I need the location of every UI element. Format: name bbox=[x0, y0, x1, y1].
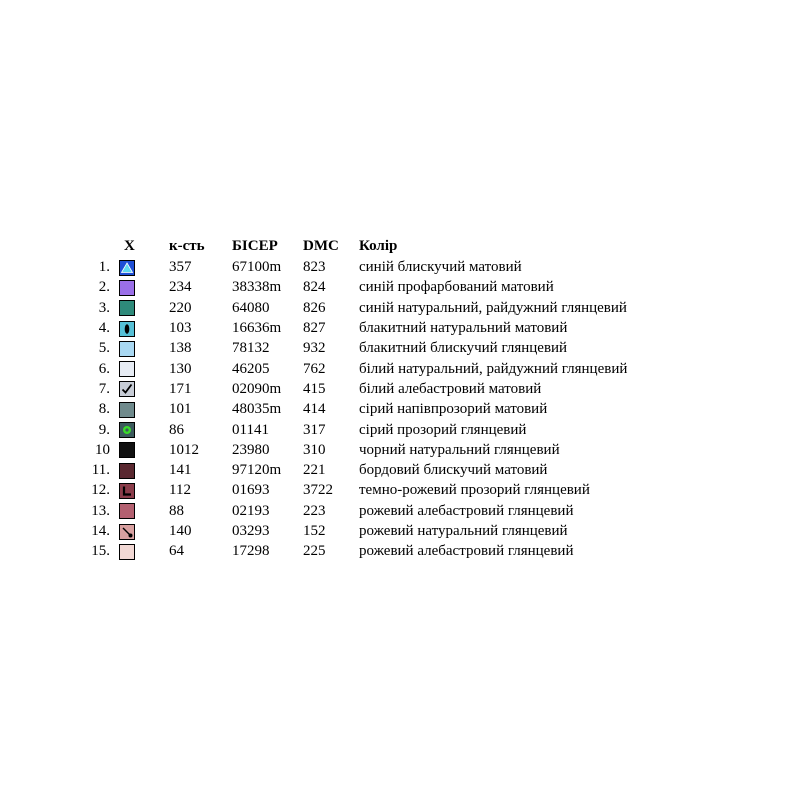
row-symbol bbox=[122, 318, 169, 338]
header-count: к-сть bbox=[169, 238, 205, 254]
row-count: 64 bbox=[169, 543, 184, 560]
triangle-up-icon bbox=[120, 261, 134, 275]
row-count: 103 bbox=[169, 320, 192, 337]
row-color-name: рожевий натуральний глянцевий bbox=[359, 523, 568, 539]
row-count: 88 bbox=[169, 502, 184, 519]
row-number: 4. bbox=[98, 320, 110, 337]
row-dmc-code: 225 bbox=[303, 543, 326, 560]
row-number: 13. bbox=[91, 502, 110, 519]
row-bead-code: 03293 bbox=[232, 523, 270, 539]
row-symbol bbox=[122, 257, 169, 277]
row-dmc-code: 824 bbox=[303, 279, 326, 296]
color-swatch bbox=[119, 321, 135, 337]
row-color-name: рожевий алебастровий глянцевий bbox=[359, 502, 574, 519]
row-dmc-code: 310 bbox=[303, 441, 326, 458]
row-color-name: бордовий блискучий матовий bbox=[359, 462, 548, 479]
row-bead-code: 97120m bbox=[232, 462, 282, 479]
row-dmc-code: 317 bbox=[303, 421, 326, 438]
bead-color-legend bbox=[80, 235, 719, 561]
row-symbol bbox=[122, 501, 169, 521]
table-row bbox=[80, 541, 719, 561]
header-symbol: X bbox=[124, 238, 135, 254]
table-row bbox=[80, 379, 719, 399]
pin-icon bbox=[120, 525, 134, 539]
color-swatch bbox=[119, 260, 135, 276]
row-bead-code: 48035m bbox=[232, 401, 282, 418]
header-dmc: DMC bbox=[303, 238, 339, 254]
color-swatch bbox=[119, 422, 135, 438]
row-color-name: чорний натуральний глянцевий bbox=[359, 441, 560, 458]
color-swatch bbox=[119, 524, 135, 540]
header-bead: БІСЕР bbox=[232, 238, 278, 254]
row-color-name: сірий напівпрозорий матовий bbox=[359, 401, 548, 418]
table-row bbox=[80, 338, 719, 358]
row-dmc-code: 414 bbox=[303, 401, 326, 418]
ring-icon bbox=[120, 423, 134, 437]
row-symbol bbox=[122, 277, 169, 297]
row-dmc-code: 827 bbox=[303, 320, 326, 337]
row-count: 140 bbox=[169, 523, 192, 539]
table-row bbox=[80, 419, 719, 439]
row-dmc-code: 762 bbox=[303, 360, 326, 377]
row-number: 1. bbox=[98, 259, 110, 276]
color-swatch bbox=[119, 463, 135, 479]
table-row bbox=[80, 521, 719, 541]
table-row bbox=[80, 480, 719, 500]
table-row bbox=[80, 277, 719, 297]
header-color-name: Колір bbox=[359, 238, 398, 254]
table-row bbox=[80, 460, 719, 480]
row-bead-code: 38338m bbox=[232, 279, 282, 296]
row-symbol bbox=[122, 358, 169, 378]
row-symbol bbox=[122, 338, 169, 358]
row-color-name: блакитний блискучий глянцевий bbox=[359, 340, 568, 357]
row-number: 10 bbox=[95, 441, 110, 458]
row-color-name: синій блискучий матовий bbox=[359, 259, 522, 276]
row-bead-code: 78132 bbox=[232, 340, 270, 357]
color-swatch bbox=[119, 442, 135, 458]
row-count: 357 bbox=[169, 259, 192, 276]
color-swatch bbox=[119, 402, 135, 418]
row-count: 1012 bbox=[169, 441, 199, 458]
row-count: 171 bbox=[169, 380, 192, 397]
row-number: 11. bbox=[91, 462, 110, 479]
checkmark-icon bbox=[120, 382, 134, 396]
row-number: 3. bbox=[98, 299, 110, 316]
row-dmc-code: 932 bbox=[303, 340, 326, 357]
row-count: 220 bbox=[169, 299, 192, 316]
row-dmc-code: 152 bbox=[303, 523, 326, 539]
row-bead-code: 17298 bbox=[232, 543, 270, 560]
row-color-name: білий алебастровий матовий bbox=[359, 380, 542, 397]
row-symbol bbox=[122, 480, 169, 500]
row-color-name: сірий прозорий глянцевий bbox=[359, 421, 527, 438]
color-swatch bbox=[119, 503, 135, 519]
row-count: 234 bbox=[169, 279, 192, 296]
row-count: 101 bbox=[169, 401, 192, 418]
row-dmc-code: 3722 bbox=[303, 482, 333, 499]
color-swatch bbox=[119, 361, 135, 377]
row-color-name: блакитний натуральний матовий bbox=[359, 320, 568, 337]
row-number: 5. bbox=[98, 340, 110, 357]
row-number: 8. bbox=[98, 401, 110, 418]
row-color-name: синій профарбований матовий bbox=[359, 279, 554, 296]
row-dmc-code: 223 bbox=[303, 502, 326, 519]
row-color-name: білий натуральний, райдужний глянцевий bbox=[359, 360, 628, 377]
row-bead-code: 46205 bbox=[232, 360, 270, 377]
color-swatch bbox=[119, 483, 135, 499]
row-dmc-code: 415 bbox=[303, 380, 326, 397]
row-symbol bbox=[122, 541, 169, 561]
color-swatch bbox=[119, 381, 135, 397]
row-number: 6. bbox=[98, 360, 110, 377]
row-bead-code: 01141 bbox=[232, 421, 269, 438]
table-row bbox=[80, 358, 719, 378]
table-row bbox=[80, 501, 719, 521]
row-bead-code: 64080 bbox=[232, 299, 270, 316]
row-symbol bbox=[122, 521, 169, 541]
row-number: 12. bbox=[91, 482, 110, 499]
row-count: 86 bbox=[169, 421, 184, 438]
row-number: 2. bbox=[98, 279, 110, 296]
row-symbol bbox=[122, 379, 169, 399]
table-row bbox=[80, 298, 719, 318]
table-row bbox=[80, 399, 719, 419]
row-number: 14. bbox=[91, 523, 110, 539]
table-row bbox=[80, 318, 719, 338]
color-swatch bbox=[119, 280, 135, 296]
row-bead-code: 02090m bbox=[232, 380, 282, 397]
corner-icon bbox=[120, 484, 134, 498]
row-symbol bbox=[122, 419, 169, 439]
row-symbol bbox=[122, 440, 169, 460]
legend-header-row bbox=[80, 235, 719, 257]
row-dmc-code: 823 bbox=[303, 259, 326, 276]
row-symbol bbox=[122, 399, 169, 419]
color-swatch bbox=[119, 300, 135, 316]
row-number: 9. bbox=[98, 421, 110, 438]
table-row bbox=[80, 257, 719, 277]
row-count: 130 bbox=[169, 360, 192, 377]
row-count: 141 bbox=[169, 462, 192, 479]
row-bead-code: 02193 bbox=[232, 502, 270, 519]
row-symbol bbox=[122, 460, 169, 480]
row-bead-code: 23980 bbox=[232, 441, 270, 458]
row-number: 15. bbox=[91, 543, 110, 560]
row-bead-code: 01693 bbox=[232, 482, 270, 499]
color-swatch bbox=[119, 341, 135, 357]
row-number: 7. bbox=[98, 380, 110, 397]
row-symbol bbox=[122, 298, 169, 318]
row-dmc-code: 826 bbox=[303, 299, 326, 316]
row-color-name: темно-рожевий прозорий глянцевий bbox=[359, 482, 590, 499]
oval-icon bbox=[120, 322, 134, 336]
header-number bbox=[80, 235, 122, 257]
table-row bbox=[80, 440, 719, 460]
color-swatch bbox=[119, 544, 135, 560]
row-bead-code: 16636m bbox=[232, 320, 282, 337]
row-color-name: рожевий алебастровий глянцевий bbox=[359, 543, 574, 560]
row-color-name: синій натуральний, райдужний глянцевий bbox=[359, 299, 627, 316]
row-bead-code: 67100m bbox=[232, 259, 282, 276]
row-count: 112 bbox=[169, 482, 191, 499]
row-count: 138 bbox=[169, 340, 192, 357]
row-dmc-code: 221 bbox=[303, 462, 326, 479]
